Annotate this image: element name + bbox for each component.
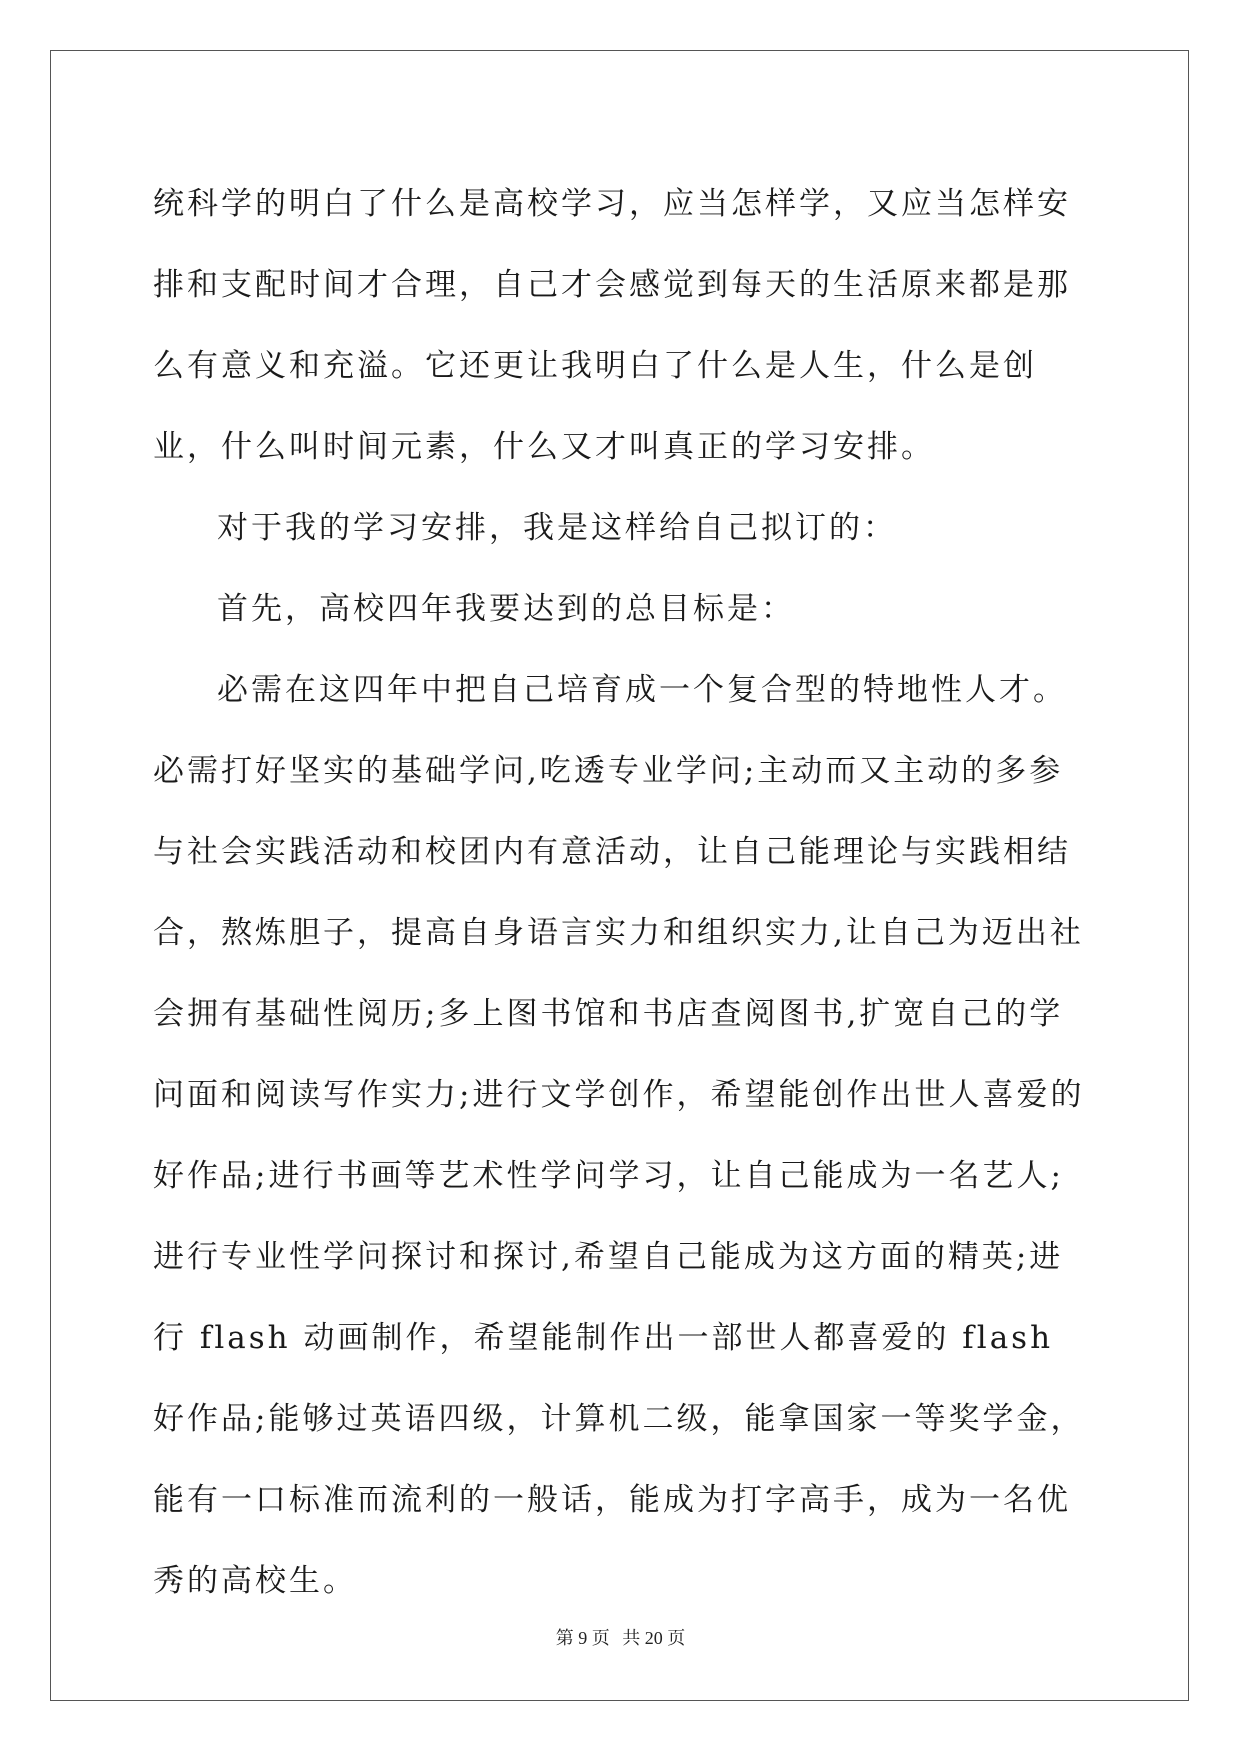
paragraph-overall-goal: 首先，高校四年我要达到的总目标是： bbox=[217, 591, 795, 627]
page-number: 第 9 页 bbox=[555, 1628, 610, 1648]
paragraph-goal-details: 必需在这四年中把自己培育成一个复合型的特地性人才。必需打好坚实的基础学问,吃透专业学问;主动而又主动的多参与社会实践活动和校团内有意活动，让自己能理论与实践相结合，熬炼胆子，提高自身语言实力和组织实力,让自己为迈出社会拥有基础性阅历;多上图书馆和书店查阅图书,扩宽自己的学问面和阅读写作实力;进行文学创作，希望能创作出世人喜爱的好作品;进行书画等艺术性学问学习，让自己能成为一名艺人;进行专业性学问探讨和探讨,希望自己能成为这方面的精英;进行 flash 动画制作，希望能制作出一部世人都喜爱的 flash 好作品;能够过英语四级，计算机二级，能拿国家一等奖学金，能有一口标准而流利的一般话，能成为打字高手，成为一名优秀的高校生。 bbox=[153, 672, 1085, 1599]
page-footer bbox=[0, 1624, 1241, 1650]
paragraph-study-plan-intro: 对于我的学习安排，我是这样给自己拟订的： bbox=[217, 510, 897, 546]
paragraph-continuation: 统科学的明白了什么是高校学习，应当怎样学，又应当怎样安排和支配时间才合理，自己才会感觉到每天的生活原来都是那么有意义和充溢。它还更让我明白了什么是人生，什么是创业，什么叫时间元素，什么又才叫真正的学习安排。 bbox=[153, 186, 1071, 465]
page-total: 共 20 页 bbox=[622, 1628, 686, 1648]
document-body bbox=[153, 164, 1093, 1622]
